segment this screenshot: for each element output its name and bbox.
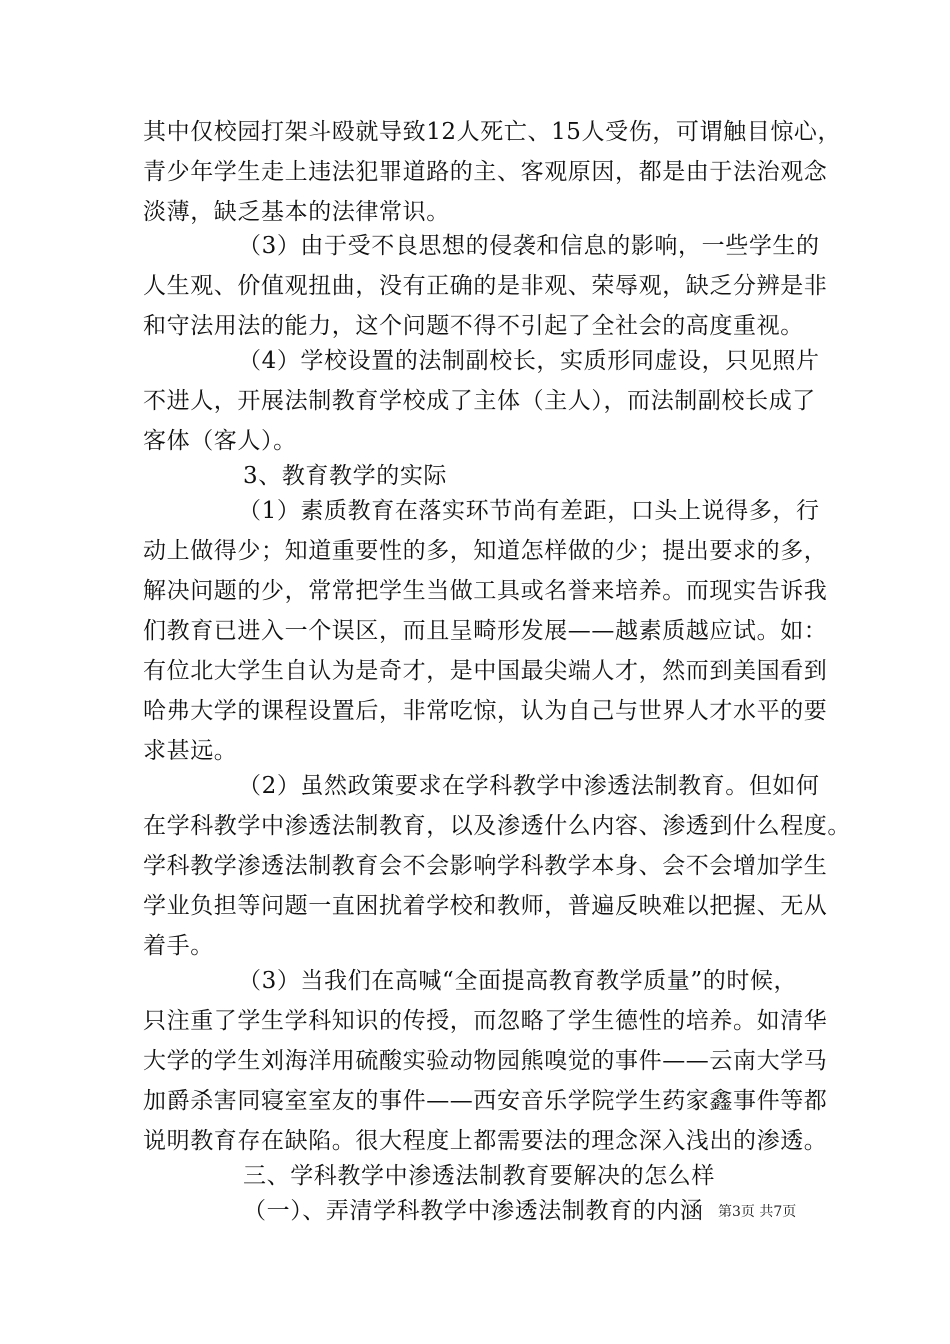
text-line: （一）、弄清学科教学中渗透法制教育的内涵 [243, 1198, 704, 1224]
text-line: 加爵杀害同寝室室友的事件——西安音乐学院学生药家鑫事件等都 [143, 1088, 828, 1114]
text-line: （3）当我们在高喊“全面提高教育教学质量”的时候， [238, 968, 798, 994]
text-line: 动上做得少；知道重要性的多，知道怎样做的少；提出要求的多， [143, 538, 828, 564]
text-line: （3）由于受不良思想的侵袭和信息的影响，一些学生的 [238, 233, 820, 259]
text-line: 大学的学生刘海洋用硫酸实验动物园熊嗅觉的事件——云南大学马 [143, 1048, 828, 1074]
text-line: 解决问题的少，常常把学生当做工具或名誉来培养。而现实告诉我 [143, 578, 828, 604]
text-line: （4）学校设置的法制副校长，实质形同虚设，只见照片 [238, 348, 820, 374]
text-line: 三、学科教学中渗透法制教育要解决的怎么样 [243, 1163, 715, 1189]
text-line: （1）素质教育在落实环节尚有差距，口头上说得多，行 [238, 498, 820, 524]
text-line: 在学科教学中渗透法制教育，以及渗透什么内容、渗透到什么程度。 [143, 813, 851, 839]
text-line: 和守法用法的能力，这个问题不得不引起了全社会的高度重视。 [143, 313, 804, 339]
text-line: 客体（客人）。 [143, 428, 297, 454]
text-line: 有位北大学生自认为是奇才，是中国最尖端人才，然而到美国看到 [143, 658, 828, 684]
text-line: 着手。 [143, 933, 214, 959]
text-line: 学科教学渗透法制教育会不会影响学科教学本身、会不会增加学生 [143, 853, 828, 879]
text-line: 哈弗大学的课程设置后，非常吃惊，认为自己与世界人才水平的要 [143, 698, 828, 724]
text-line: 人生观、价值观扭曲，没有正确的是非观、荣辱观，缺乏分辨是非 [143, 273, 828, 299]
text-line: 青少年学生走上违法犯罪道路的主、客观原因，都是由于法治观念 [143, 159, 828, 185]
text-line: （2）虽然政策要求在学科教学中渗透法制教育。但如何 [238, 773, 820, 799]
text-line: 们教育已进入一个误区，而且呈畸形发展——越素质越应试。如： [143, 618, 828, 644]
text-line: 学业负担等问题一直困扰着学校和教师，普遍反映难以把握、无从 [143, 893, 828, 919]
text-line: 说明教育存在缺陷。很大程度上都需要法的理念深入浅出的渗透。 [143, 1128, 828, 1154]
text-line: 只注重了学生学科知识的传授，而忽略了学生德性的培养。如清华 [143, 1008, 828, 1034]
page-footer: 第3页 共7页 [718, 1204, 797, 1220]
text-line: 淡薄，缺乏基本的法律常识。 [143, 199, 450, 225]
text-line: 不进人，开展法制教育学校成了主体（主人），而法制副校长成了 [143, 388, 816, 414]
text-line: 3、教育教学的实际 [243, 463, 448, 489]
text-line: 其中仅校园打架斗殴就导致12人死亡、15人受伤，可谓触目惊心， [143, 119, 842, 145]
text-line: 求甚远。 [143, 738, 238, 764]
